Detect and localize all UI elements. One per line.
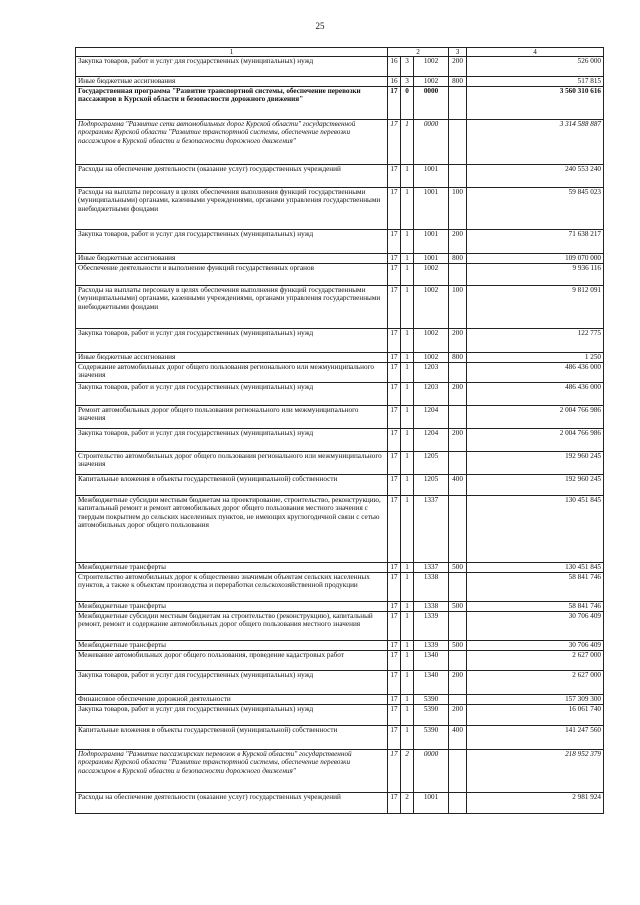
row-subprogram-code: 1 (401, 264, 414, 286)
row-subprogram-code: 1 (401, 406, 414, 429)
row-name: Межбюджетные трансферты (76, 602, 388, 612)
row-direction-code: 5390 (414, 705, 449, 726)
row-name: Закупка товаров, работ и услуг для государственных (муниципальных) нужд (76, 57, 388, 77)
row-subprogram-code: 1 (401, 329, 414, 353)
row-expense-type: 800 (449, 77, 467, 87)
row-expense-type: 200 (449, 429, 467, 452)
row-name: Закупка товаров, работ и услуг для государственных (муниципальных) нужд (76, 383, 388, 406)
row-amount: 218 952 379 (467, 750, 604, 793)
table-row (76, 329, 604, 353)
row-program-code: 17 (388, 329, 401, 353)
table-row (76, 429, 604, 452)
row-program-code: 16 (388, 57, 401, 77)
row-subprogram-code: 1 (401, 602, 414, 612)
table-row (76, 793, 604, 814)
row-program-code: 17 (388, 383, 401, 406)
row-amount: 1 250 (467, 353, 604, 363)
table-row (76, 254, 604, 264)
row-direction-code: 1002 (414, 286, 449, 329)
row-amount: 122 775 (467, 329, 604, 353)
table-row (76, 120, 604, 165)
row-amount: 58 841 746 (467, 573, 604, 602)
row-direction-code: 1001 (414, 793, 449, 814)
row-direction-code: 1002 (414, 264, 449, 286)
row-name: Капитальные вложения в объекты государственной (муниципальной) собственности (76, 726, 388, 750)
table-row (76, 452, 604, 475)
row-direction-code: 1204 (414, 429, 449, 452)
row-name: Закупка товаров, работ и услуг для государственных (муниципальных) нужд (76, 230, 388, 254)
row-direction-code: 0000 (414, 87, 449, 120)
row-direction-code: 1339 (414, 612, 449, 641)
table-row (76, 612, 604, 641)
row-program-code: 17 (388, 793, 401, 814)
row-name: Закупка товаров, работ и услуг для государственных (муниципальных) нужд (76, 671, 388, 695)
row-expense-type: 500 (449, 563, 467, 573)
row-direction-code: 1203 (414, 383, 449, 406)
row-program-code: 17 (388, 475, 401, 496)
table-row (76, 264, 604, 286)
row-direction-code: 1339 (414, 641, 449, 651)
row-name: Расходы на выплаты персоналу в целях обеспечения выполнения функций государственными (муниципальными) органами, казенными учреждениями, органами управления государственными внебюджетными фондами (76, 286, 388, 329)
table-row (76, 406, 604, 429)
row-program-code: 17 (388, 254, 401, 264)
row-direction-code: 1340 (414, 671, 449, 695)
row-direction-code: 1001 (414, 188, 449, 230)
row-amount: 2 004 766 986 (467, 406, 604, 429)
row-direction-code: 1340 (414, 651, 449, 671)
row-amount: 2 627 000 (467, 671, 604, 695)
table-row (76, 705, 604, 726)
row-subprogram-code: 1 (401, 671, 414, 695)
row-name: Содержание автомобильных дорог общего пользования регионального или межмуниципального значения (76, 363, 388, 383)
row-expense-type: 200 (449, 671, 467, 695)
row-expense-type: 500 (449, 602, 467, 612)
table-row (76, 77, 604, 87)
table-row (76, 165, 604, 188)
row-amount: 526 000 (467, 57, 604, 77)
row-expense-type: 200 (449, 329, 467, 353)
row-program-code: 17 (388, 353, 401, 363)
row-subprogram-code: 1 (401, 188, 414, 230)
row-name: Иные бюджетные ассигнования (76, 254, 388, 264)
row-amount: 109 070 000 (467, 254, 604, 264)
row-subprogram-code: 3 (401, 77, 414, 87)
row-direction-code: 1337 (414, 563, 449, 573)
row-expense-type (449, 651, 467, 671)
row-expense-type (449, 793, 467, 814)
row-amount: 486 436 000 (467, 383, 604, 406)
table-row (76, 651, 604, 671)
row-name: Расходы на выплаты персоналу в целях обеспечения выполнения функций государственными (муниципальными) органами, казенными учреждениями, органами управления государственными внебюджетными фондами (76, 188, 388, 230)
row-expense-type: 100 (449, 286, 467, 329)
row-name: Строительство автомобильных дорог к общественно значимым объектам сельских населенных пунктов, а также к объектам производства и переработки сельскохозяйственной продукции (76, 573, 388, 602)
row-direction-code: 1205 (414, 452, 449, 475)
row-amount: 130 451 845 (467, 496, 604, 563)
row-amount: 2 627 000 (467, 651, 604, 671)
row-program-code: 17 (388, 87, 401, 120)
row-program-code: 17 (388, 406, 401, 429)
header-cell-4: 4 (467, 48, 604, 57)
row-name: Межбюджетные субсидии местным бюджетам на проектирование, строительство, реконструкцию, капитальный ремонт и ремонт автомобильных дорог общего пользования местного значения с твердым покрытием до сельских населенных пунктов, не имеющих круглогодичной связи с сетью автомобильных дорог общего пользования (76, 496, 388, 563)
row-program-code: 17 (388, 496, 401, 563)
row-name: Межбюджетные субсидии местным бюджетам на строительство (реконструкцию), капитальный ремонт, ремонт и содержание автомобильных дорог общего пользования местного значения (76, 612, 388, 641)
row-amount: 3 314 588 887 (467, 120, 604, 165)
row-expense-type: 100 (449, 188, 467, 230)
row-direction-code: 1002 (414, 329, 449, 353)
row-name: Капитальные вложения в объекты государственной (муниципальной) собственности (76, 475, 388, 496)
row-amount: 192 960 245 (467, 452, 604, 475)
row-program-code: 17 (388, 120, 401, 165)
row-program-code: 17 (388, 165, 401, 188)
table-row (76, 602, 604, 612)
table-row (76, 57, 604, 77)
row-expense-type: 400 (449, 475, 467, 496)
row-name: Подпрограмма "Развитие сети автомобильных дорог Курской области" государственной программы Курской области "Развитие транспортной системы, обеспечение перевозки пассажиров в Курской области и безопасности дорожного движения" (76, 120, 388, 165)
row-name: Строительство автомобильных дорог общего пользования регионального или межмуниципального значения (76, 452, 388, 475)
table-row (76, 87, 604, 120)
table-row (76, 286, 604, 329)
row-name: Расходы на обеспечение деятельности (оказание услуг) государственных учреждений (76, 165, 388, 188)
row-direction-code: 1337 (414, 496, 449, 563)
row-subprogram-code: 1 (401, 254, 414, 264)
row-name: Обеспечение деятельности и выполнение функций государственных органов (76, 264, 388, 286)
header-cell-2: 2 (388, 48, 449, 57)
row-expense-type (449, 264, 467, 286)
row-name: Расходы на обеспечение деятельности (оказание услуг) государственных учреждений (76, 793, 388, 814)
row-amount: 192 960 245 (467, 475, 604, 496)
row-program-code: 17 (388, 695, 401, 705)
table-row (76, 188, 604, 230)
row-expense-type: 200 (449, 57, 467, 77)
row-program-code: 17 (388, 612, 401, 641)
row-program-code: 17 (388, 363, 401, 383)
row-subprogram-code: 1 (401, 452, 414, 475)
table-row (76, 496, 604, 563)
row-amount: 30 706 409 (467, 612, 604, 641)
row-amount: 16 061 740 (467, 705, 604, 726)
row-direction-code: 1001 (414, 254, 449, 264)
row-program-code: 17 (388, 726, 401, 750)
row-amount: 71 638 217 (467, 230, 604, 254)
row-program-code: 17 (388, 563, 401, 573)
row-name: Межбюджетные трансферты (76, 641, 388, 651)
row-name: Ремонт автомобильных дорог общего пользования регионального или межмуниципального значения (76, 406, 388, 429)
row-subprogram-code: 1 (401, 353, 414, 363)
row-subprogram-code: 1 (401, 286, 414, 329)
table-row (76, 563, 604, 573)
row-subprogram-code: 2 (401, 750, 414, 793)
row-expense-type: 800 (449, 254, 467, 264)
budget-table (75, 47, 604, 814)
table-row (76, 363, 604, 383)
row-program-code: 17 (388, 750, 401, 793)
row-expense-type: 400 (449, 726, 467, 750)
row-direction-code: 5390 (414, 726, 449, 750)
table-header-row (76, 48, 604, 57)
row-name: Закупка товаров, работ и услуг для государственных (муниципальных) нужд (76, 429, 388, 452)
row-subprogram-code: 1 (401, 651, 414, 671)
table-row (76, 475, 604, 496)
row-subprogram-code: 1 (401, 641, 414, 651)
row-program-code: 17 (388, 651, 401, 671)
row-name: Подпрограмма "Развитие пассажирских перевозок в Курской области" государственной программы Курской области "Развитие транспортной системы, обеспечение перевозки пассажиров в Курской области и безопасности дорожного движения" (76, 750, 388, 793)
row-subprogram-code: 1 (401, 496, 414, 563)
page-number: 25 (315, 21, 325, 31)
row-amount: 486 436 000 (467, 363, 604, 383)
row-amount: 2 981 924 (467, 793, 604, 814)
row-amount: 130 451 845 (467, 563, 604, 573)
row-name: Закупка товаров, работ и услуг для государственных (муниципальных) нужд (76, 705, 388, 726)
row-amount: 59 845 023 (467, 188, 604, 230)
row-program-code: 16 (388, 77, 401, 87)
row-direction-code: 1001 (414, 165, 449, 188)
row-expense-type (449, 363, 467, 383)
row-expense-type (449, 406, 467, 429)
row-direction-code: 1002 (414, 353, 449, 363)
row-direction-code: 1002 (414, 77, 449, 87)
row-subprogram-code: 0 (401, 87, 414, 120)
row-amount: 141 247 560 (467, 726, 604, 750)
row-name: Закупка товаров, работ и услуг для государственных (муниципальных) нужд (76, 329, 388, 353)
row-program-code: 17 (388, 602, 401, 612)
row-program-code: 17 (388, 188, 401, 230)
row-direction-code: 1338 (414, 602, 449, 612)
row-expense-type: 200 (449, 705, 467, 726)
row-program-code: 17 (388, 429, 401, 452)
row-amount: 517 815 (467, 77, 604, 87)
row-subprogram-code: 1 (401, 705, 414, 726)
table-row (76, 230, 604, 254)
row-program-code: 17 (388, 573, 401, 602)
row-subprogram-code: 3 (401, 57, 414, 77)
row-amount: 30 706 409 (467, 641, 604, 651)
row-expense-type (449, 452, 467, 475)
table-row (76, 671, 604, 695)
row-expense-type (449, 573, 467, 602)
row-direction-code: 1204 (414, 406, 449, 429)
row-subprogram-code: 1 (401, 429, 414, 452)
row-direction-code: 0000 (414, 120, 449, 165)
row-expense-type (449, 496, 467, 563)
row-amount: 58 841 746 (467, 602, 604, 612)
row-subprogram-code: 2 (401, 793, 414, 814)
row-subprogram-code: 1 (401, 573, 414, 602)
row-direction-code: 0000 (414, 750, 449, 793)
row-amount: 9 812 091 (467, 286, 604, 329)
table-row (76, 750, 604, 793)
header-cell-3: 3 (449, 48, 467, 57)
row-subprogram-code: 1 (401, 165, 414, 188)
table-row (76, 383, 604, 406)
row-amount: 157 309 300 (467, 695, 604, 705)
row-expense-type (449, 750, 467, 793)
row-name: Иные бюджетные ассигнования (76, 77, 388, 87)
table-row (76, 641, 604, 651)
row-expense-type (449, 87, 467, 120)
row-direction-code: 1002 (414, 57, 449, 77)
row-direction-code: 1203 (414, 363, 449, 383)
row-name: Межбюджетные трансферты (76, 563, 388, 573)
row-subprogram-code: 1 (401, 695, 414, 705)
row-subprogram-code: 1 (401, 612, 414, 641)
row-direction-code: 1001 (414, 230, 449, 254)
row-expense-type (449, 612, 467, 641)
row-expense-type: 800 (449, 353, 467, 363)
row-subprogram-code: 1 (401, 120, 414, 165)
row-expense-type: 200 (449, 383, 467, 406)
row-program-code: 17 (388, 671, 401, 695)
table-row (76, 573, 604, 602)
row-program-code: 17 (388, 264, 401, 286)
row-amount: 9 936 116 (467, 264, 604, 286)
row-name: Финансовое обеспечение дорожной деятельности (76, 695, 388, 705)
row-amount: 2 004 766 986 (467, 429, 604, 452)
table-row (76, 726, 604, 750)
row-name: Иные бюджетные ассигнования (76, 353, 388, 363)
row-name: Межевание автомобильных дорог общего пользования, проведение кадастровых работ (76, 651, 388, 671)
row-program-code: 17 (388, 641, 401, 651)
row-expense-type (449, 165, 467, 188)
row-subprogram-code: 1 (401, 563, 414, 573)
table-row (76, 353, 604, 363)
row-program-code: 17 (388, 230, 401, 254)
row-expense-type (449, 120, 467, 165)
row-program-code: 17 (388, 286, 401, 329)
row-expense-type (449, 695, 467, 705)
row-subprogram-code: 1 (401, 230, 414, 254)
row-subprogram-code: 1 (401, 363, 414, 383)
row-direction-code: 1338 (414, 573, 449, 602)
header-cell-1: 1 (76, 48, 388, 57)
row-subprogram-code: 1 (401, 726, 414, 750)
row-expense-type: 500 (449, 641, 467, 651)
row-subprogram-code: 1 (401, 475, 414, 496)
row-name: Государственная программа "Развитие транспортной системы, обеспечение перевозки пассажиров в Курской области и безопасности дорожного движения" (76, 87, 388, 120)
row-amount: 240 553 240 (467, 165, 604, 188)
row-amount: 3 560 310 616 (467, 87, 604, 120)
row-expense-type: 200 (449, 230, 467, 254)
row-direction-code: 1205 (414, 475, 449, 496)
row-direction-code: 5390 (414, 695, 449, 705)
row-program-code: 17 (388, 705, 401, 726)
row-program-code: 17 (388, 452, 401, 475)
table-row (76, 695, 604, 705)
row-subprogram-code: 1 (401, 383, 414, 406)
